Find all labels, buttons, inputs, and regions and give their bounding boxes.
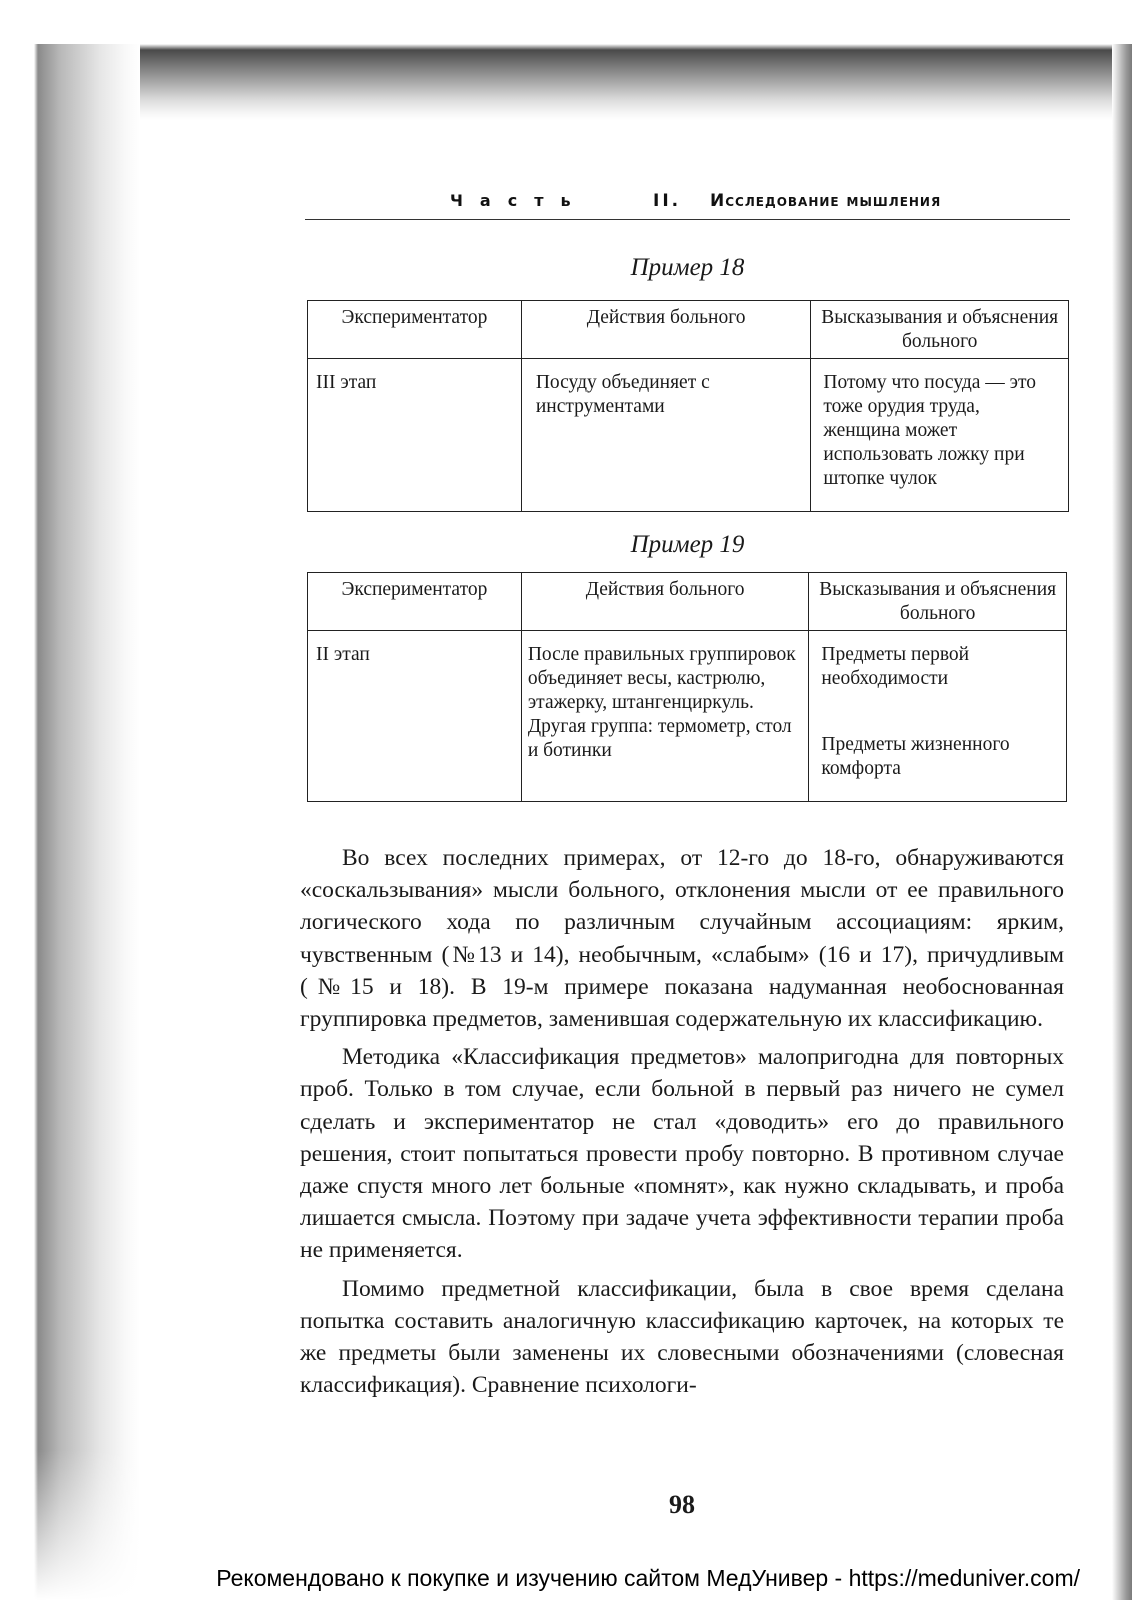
scan-shadow-top: [0, 0, 1132, 120]
paragraph: Помимо предметной классификации, была в свое время сделана попытка составить аналогичную классификацию карточек, на которых те же предметы были заменены их словесными обозначениями (словесная классификация). Сравнение психологи-: [300, 1275, 1064, 1399]
body-text: [300, 842, 1064, 1407]
actions-group-1: После правильных группировок объединяет весы, кастрюлю, этажерку, штангенциркуль.: [527, 644, 796, 713]
table-row: [308, 359, 1069, 512]
example-19-title: Пример 19: [630, 531, 745, 558]
paragraph: Методика «Классификация предметов» малопригодна для повторных проб. Только в том случае, если больной в первый раз ничего не сумел сделать и экспериментатор не стал «доводить» его до правильного решения, стоит попытаться провести пробу повторно. В противном случае даже спустя много лет больные «помнят», как нужно складывать, и проба лишается смысла. Поэтому при задаче учета эффективности терапии проба не применяется.: [300, 1044, 1064, 1264]
cell-actions: Посуду объединяет с инструментами: [521, 359, 811, 512]
actions-group-2: Другая группа: термометр, стол и ботинки: [527, 716, 792, 761]
scan-shadow-left: [0, 44, 140, 1600]
example-19-table: [307, 572, 1067, 802]
running-head-part-word: Часть: [450, 191, 588, 210]
cell-experimenter: II этап: [308, 631, 522, 802]
table-header-row: [308, 301, 1069, 359]
statements-group-2: Предметы жизненного комфорта: [821, 734, 1010, 779]
table-header-row: [308, 573, 1067, 631]
cell-statements: Потому что посуда — это тоже орудия труда, женщина может использовать ложку при штопке чулок: [811, 359, 1069, 512]
table-row: [308, 631, 1067, 802]
running-head-title: Исследование мышления: [710, 191, 942, 211]
statements-group-1: Предметы первой необходимости: [821, 644, 970, 689]
scan-shadow-right: [1112, 44, 1132, 1600]
header-actions: Действия больного: [521, 301, 811, 359]
example-18-table: [307, 300, 1069, 512]
header-statements: Высказывания и объяснения больного: [809, 573, 1067, 631]
paragraph: Во всех последних примерах, от 12-го до 18-го, обнаруживаются «соскальзывания» мысли больного, отклонения мысли от ее правильного логического хода по различным случайным ассоциациям: ярким, чувственным (№13 и 14), необычным, «слабым» (16 и 17), причудливым (№15 и 18). В 19-м примере показана надуманная необоснованная группировка предметов, заменившая содержательную их классификацию.: [300, 845, 1064, 1033]
running-head-part-number: II.: [653, 191, 682, 211]
cell-experimenter: III этап: [308, 359, 522, 512]
page-number: 98: [669, 1490, 695, 1519]
header-experimenter: Экспериментатор: [308, 301, 522, 359]
header-statements: Высказывания и объяснения больного: [811, 301, 1069, 359]
example-18-title: Пример 18: [630, 254, 745, 281]
cell-actions: [521, 631, 809, 802]
watermark-text: Рекомендовано к покупке и изучению сайтом МедУнивер - https://meduniver.com/: [216, 1565, 1080, 1591]
cell-statements: [809, 631, 1067, 802]
header-actions: Действия больного: [521, 573, 809, 631]
running-head: [305, 191, 1070, 220]
header-experimenter: Экспериментатор: [308, 573, 522, 631]
